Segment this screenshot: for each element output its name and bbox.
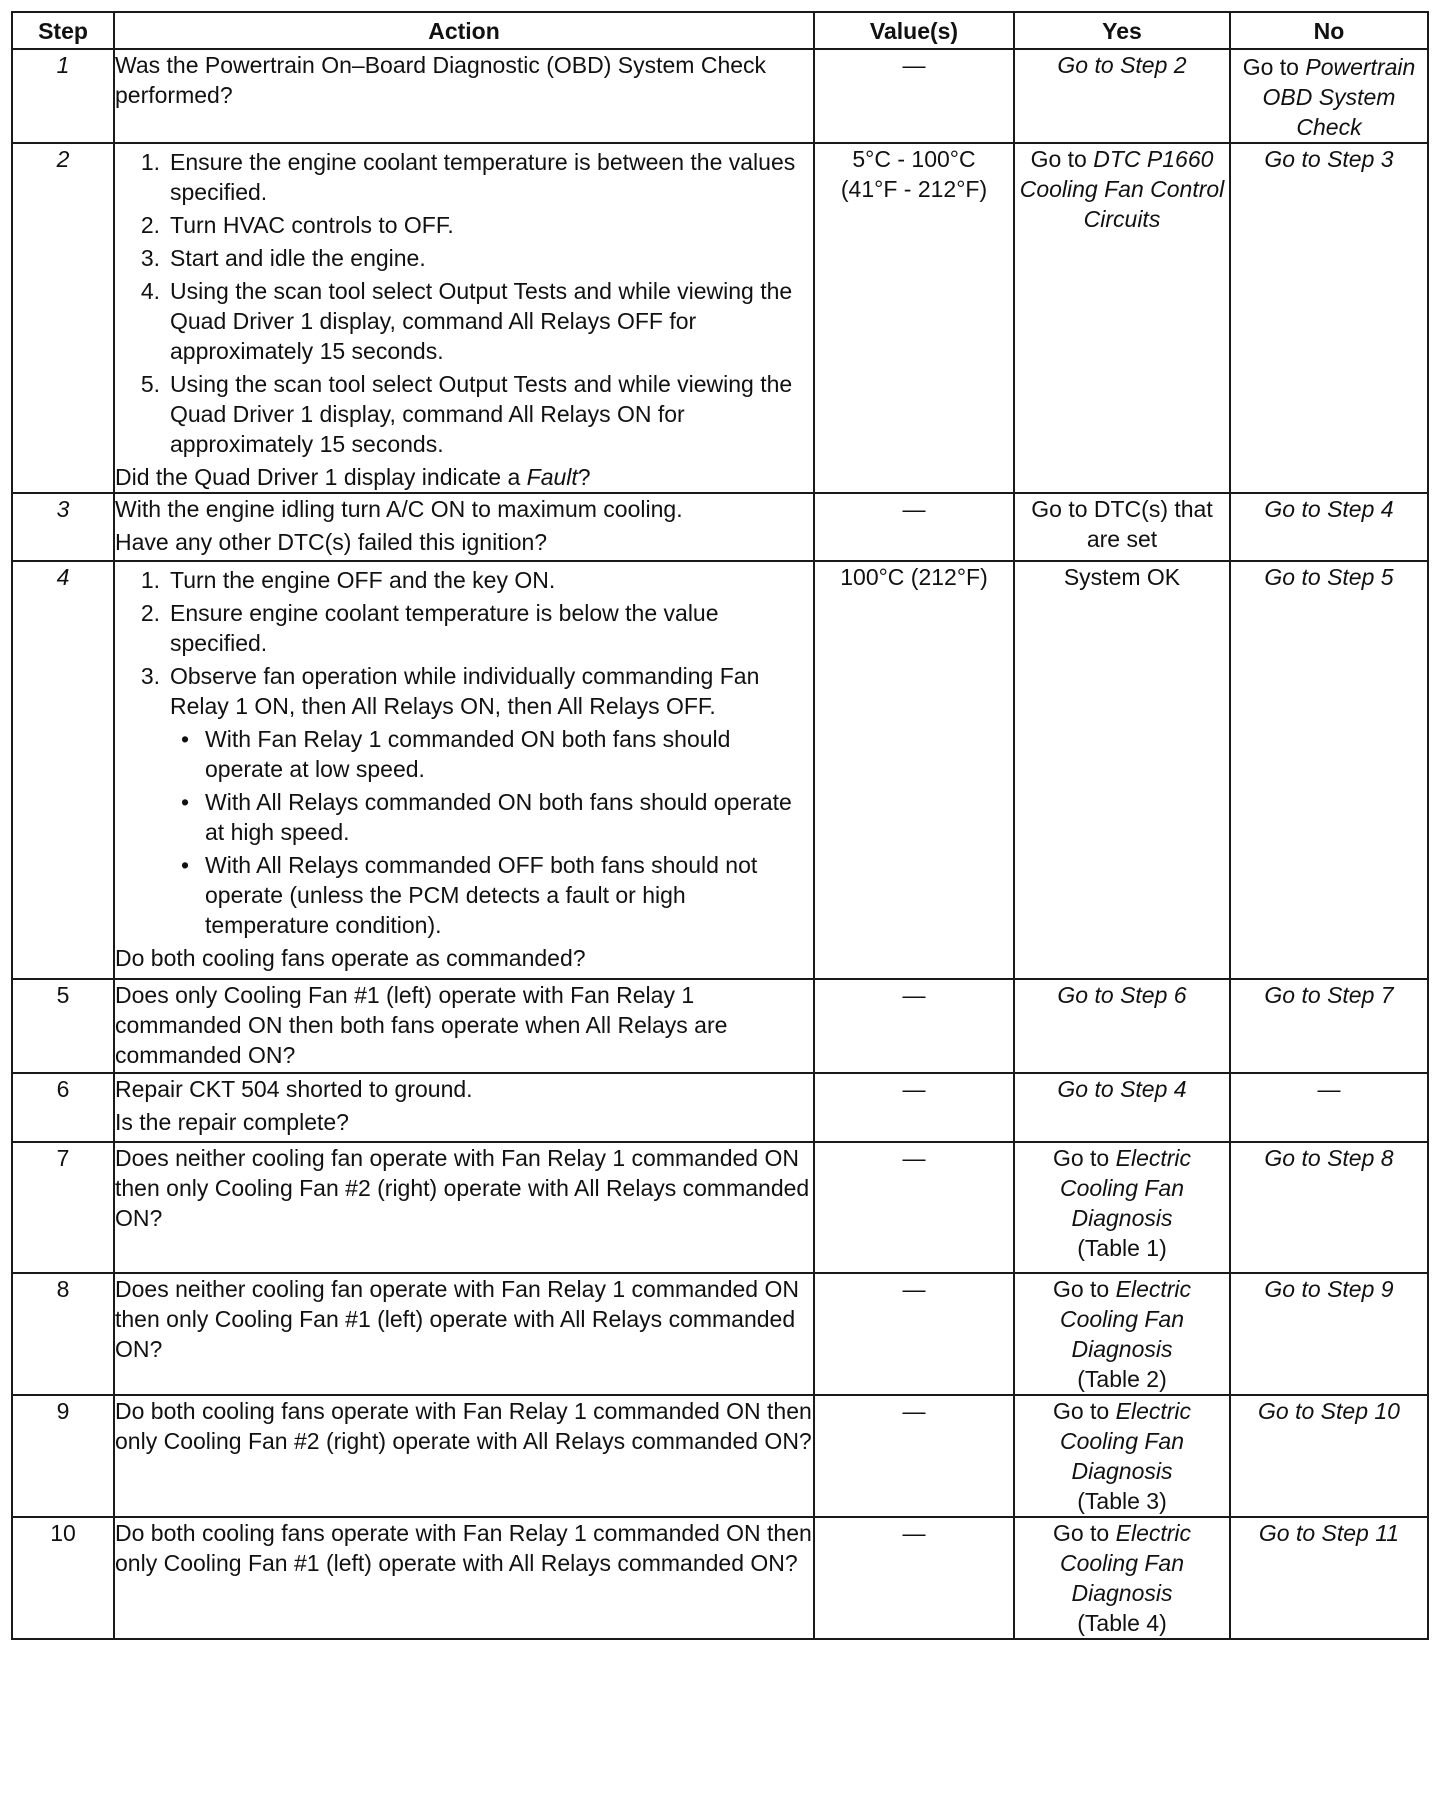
table-row [12,143,1428,493]
no-cell [1230,561,1428,979]
value-text: — [902,1145,926,1171]
header-no: No [1230,12,1428,49]
no-prefix: Go to [1242,54,1299,80]
value-text: — [902,982,926,1008]
value-cell [814,143,1014,493]
value-fahrenheit: (41°F - 212°F) [840,176,988,202]
no-cell [1230,1273,1428,1395]
yes-prefix: Go to [1030,146,1087,172]
yes-link[interactable]: Electric Cooling Fan Diagnosis [1059,1398,1192,1484]
action-cell: Do both cooling fans operate with Fan Relay 1 commanded ON then only Cooling Fan #2 (right) operate with All Relays commanded ON? [114,1395,814,1517]
yes-cell [1014,143,1230,493]
no-link[interactable]: Go to Step 4 [1264,496,1394,522]
yes-cell [1014,1517,1230,1639]
value-cell [814,493,1014,561]
value-cell [814,1142,1014,1273]
header-row [12,12,1428,49]
action-cell: Do both cooling fans operate with Fan Relay 1 commanded ON then only Cooling Fan #1 (left) operate with All Relays commanded ON? [114,1517,814,1639]
no-link[interactable]: Go to Step 8 [1264,1145,1394,1171]
step-number: 10 [12,1517,114,1639]
yes-prefix: Go to [1052,1398,1110,1424]
yes-link[interactable]: Go to Step 4 [1057,1076,1187,1102]
table-row [12,49,1428,143]
step-number: 8 [12,1273,114,1395]
value-text: — [902,1398,926,1424]
step-number: 3 [12,493,114,561]
yes-link[interactable]: Electric Cooling Fan Diagnosis [1059,1520,1192,1606]
yes-prefix: Go to [1052,1276,1110,1302]
yes-table-ref: (Table 1) [1077,1235,1167,1261]
yes-cell [1014,1073,1230,1142]
yes-cell [1014,493,1230,561]
no-link[interactable]: Powertrain OBD System Check [1262,54,1416,140]
value-cell [814,1273,1014,1395]
action-cell: Does only Cooling Fan #1 (left) operate with Fan Relay 1 commanded ON then both fans operate when All Relays are commanded ON? [114,979,814,1073]
yes-cell [1014,49,1230,143]
action-cell: Was the Powertrain On–Board Diagnostic (OBD) System Check performed? [114,49,814,143]
action-cell [114,1073,814,1142]
yes-link[interactable]: Electric Cooling Fan Diagnosis [1059,1145,1192,1231]
no-cell [1230,1395,1428,1517]
value-text: — [902,52,926,78]
yes-prefix: Go to [1052,1520,1110,1546]
list-item: 1. Turn the engine OFF and the key ON. [140,567,556,593]
yes-cell [1014,979,1230,1073]
yes-table-ref: (Table 4) [1077,1610,1167,1636]
action-cell [114,493,814,561]
action-cell: Does neither cooling fan operate with Fan Relay 1 commanded ON then only Cooling Fan #2 (right) operate with All Relays commanded ON? [114,1142,814,1273]
value-text: — [902,1276,926,1302]
step-number: 4 [12,561,114,979]
table-row [12,979,1428,1073]
yes-link[interactable]: DTC P1660 Cooling Fan Control Circuits [1019,146,1225,232]
yes-link[interactable]: System OK [1063,564,1181,590]
value-cell [814,1395,1014,1517]
value-cell [814,1073,1014,1142]
action-line: Repair CKT 504 shorted to ground. [115,1076,473,1102]
yes-link[interactable]: Electric Cooling Fan Diagnosis [1059,1276,1192,1362]
no-link[interactable]: Go to Step 7 [1264,982,1394,1008]
no-cell [1230,1073,1428,1142]
diagnostic-table [11,11,1429,1640]
action-line: With the engine idling turn A/C ON to maximum cooling. [115,496,683,522]
yes-prefix: Go to [1052,1145,1110,1171]
table-row [12,1142,1428,1273]
table-row [12,561,1428,979]
yes-link[interactable]: Go to Step 2 [1057,52,1187,78]
bullet-item: • With Fan Relay 1 commanded ON both fans should operate at low speed. [180,726,731,782]
yes-cell [1014,561,1230,979]
list-item: 2. Ensure engine coolant temperature is below the value specified. [140,600,719,656]
table-row [12,1273,1428,1395]
list-item: 4. Using the scan tool select Output Tests and while viewing the Quad Driver 1 display, command All Relays OFF for approximately 15 seconds. [140,278,793,364]
question-text: Do both cooling fans operate as commanded? [115,945,586,971]
action-cell [114,143,814,493]
value-text: 100°C (212°F) [840,564,988,590]
no-link[interactable]: Go to Step 11 [1258,1520,1400,1546]
no-cell [1230,143,1428,493]
step-number: 9 [12,1395,114,1517]
question-text: Is the repair complete? [115,1109,349,1135]
no-link[interactable]: Go to Step 10 [1258,1398,1400,1424]
step-number: 6 [12,1073,114,1142]
step-number: 1 [12,49,114,143]
yes-table-ref: (Table 2) [1077,1366,1167,1392]
list-item: 1. Ensure the engine coolant temperature is between the values specified. [140,149,796,205]
no-link[interactable]: Go to Step 5 [1264,564,1394,590]
value-text: — [902,496,926,522]
list-item: 5. Using the scan tool select Output Tests and while viewing the Quad Driver 1 display, command All Relays ON for approximately 15 seconds. [140,371,793,457]
list-item: 3. Observe fan operation while individually commanding Fan Relay 1 ON, then All Relays ON, then All Relays OFF. [140,663,760,719]
no-cell [1230,493,1428,561]
step-number: 2 [12,143,114,493]
yes-cell [1014,1142,1230,1273]
value-cell [814,561,1014,979]
question-text: Have any other DTC(s) failed this ignition? [115,529,548,555]
no-cell [1230,979,1428,1073]
table-row [12,1517,1428,1639]
header-yes: Yes [1014,12,1230,49]
yes-link[interactable]: Go to DTC(s) that are set [1031,496,1213,552]
value-text: — [902,1076,926,1102]
value-celsius: 5°C - 100°C [852,146,976,172]
action-cell [114,561,814,979]
header-values: Value(s) [814,12,1014,49]
value-text: — [902,1520,926,1546]
no-link[interactable]: Go to Step 9 [1264,1276,1394,1302]
header-action: Action [114,12,814,49]
list-item: 3. Start and idle the engine. [140,245,426,271]
bullet-item: • With All Relays commanded ON both fans should operate at high speed. [180,789,792,845]
step-number: 7 [12,1142,114,1273]
table-row [12,493,1428,561]
yes-cell [1014,1273,1230,1395]
question-text: Did the Quad Driver 1 display indicate a Fault? [115,464,591,490]
no-cell [1230,1142,1428,1273]
no-text: — [1317,1076,1341,1102]
bullet-item: • With All Relays commanded OFF both fans should not operate (unless the PCM detects a fault or high temperature condition). [180,852,758,938]
table-row [12,1395,1428,1517]
value-cell [814,1517,1014,1639]
action-cell: Does neither cooling fan operate with Fan Relay 1 commanded ON then only Cooling Fan #1 (left) operate with All Relays commanded ON? [114,1273,814,1395]
value-cell [814,49,1014,143]
no-cell [1230,49,1428,143]
yes-cell [1014,1395,1230,1517]
yes-table-ref: (Table 3) [1077,1488,1167,1514]
no-cell [1230,1517,1428,1639]
value-cell [814,979,1014,1073]
table-row [12,1073,1428,1142]
step-number: 5 [12,979,114,1073]
yes-link[interactable]: Go to Step 6 [1057,982,1187,1008]
no-link[interactable]: Go to Step 3 [1264,146,1394,172]
header-step: Step [12,12,114,49]
list-item: 2. Turn HVAC controls to OFF. [140,212,454,238]
